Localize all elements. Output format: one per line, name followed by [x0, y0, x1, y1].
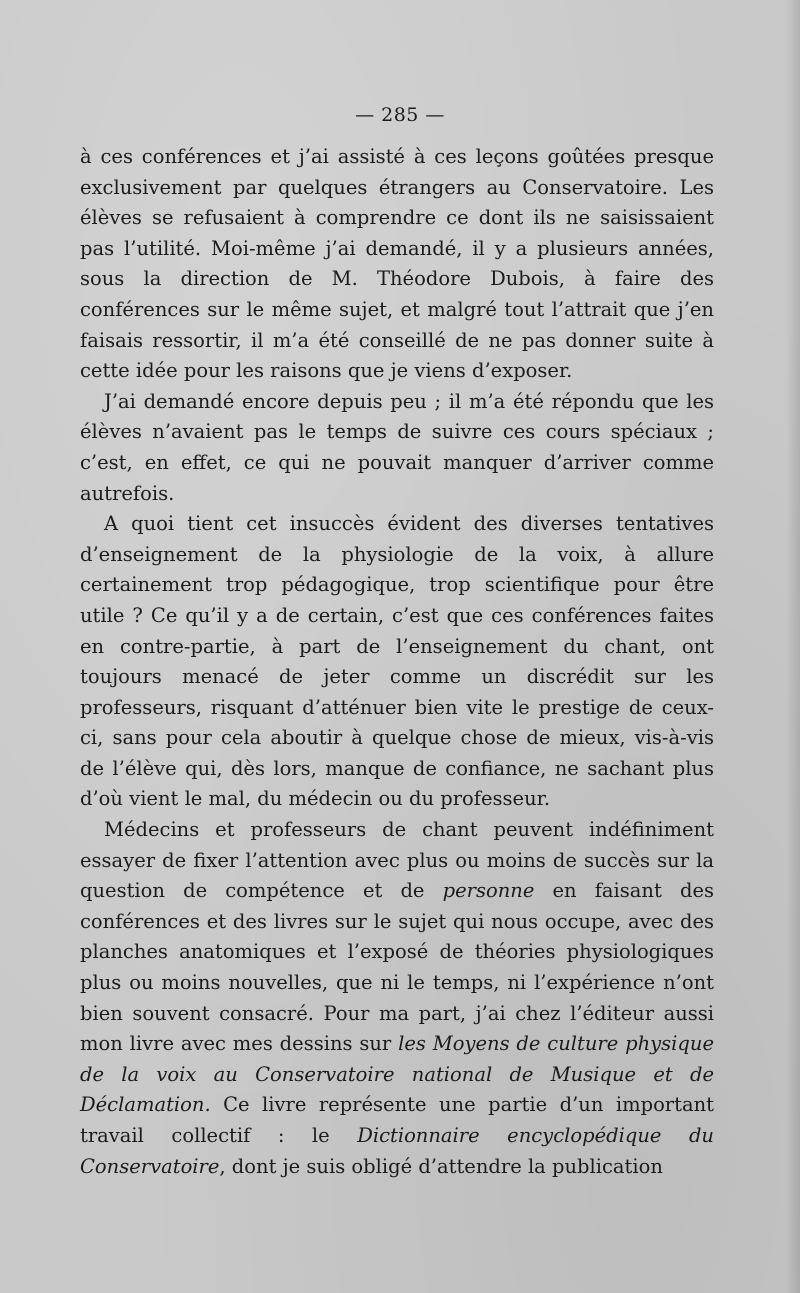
text-segment: Médecins et professeurs de chant peuvent indéfiniment essayer de fixer l’attention avec plus ou moins de succès sur la question de compétence et de: [80, 818, 714, 903]
text-segment: à ces conférences et j’ai assisté à ces leçons goûtées presque exclusivement par quelques étrangers au Conservatoire. Les élèves se refusaient à comprendre ce dont ils ne saisissaient pas l’utilité. Moi-même j’ai demandé, il y a plusieurs années, sous la direction de M. Théodore Dubois, à faire des conférences sur le même sujet, et malgré tout l’attrait que j’en faisais ressortir, il m’a été conseillé de ne pas donner suite à cette idée pour les raisons que je viens d’exposer.: [80, 145, 714, 383]
text-segment: Ce livre représente une partie d’un important travail collectif : le: [80, 1093, 714, 1147]
paragraph: [80, 387, 714, 509]
paragraph: [80, 815, 714, 1182]
italic-text-segment: personne: [442, 879, 535, 903]
text-segment: , dont je suis obligé d’attendre la publication: [219, 1154, 663, 1178]
paragraph: [80, 142, 714, 387]
page-number: — 285 —: [355, 104, 445, 126]
scan-shadow-edge: [786, 0, 800, 1293]
text-segment: en faisant des conférences et des livres sur le sujet qui nous occupe, avec des planches anatomiques et l’exposé de théories physiologiques plus ou moins nouvelles, que ni le temps, ni l’expérience n’ont bien souvent consacré. Pour ma part, j’ai chez l’éditeur aussi mon livre avec mes dessins sur: [80, 879, 714, 1056]
italic-text-segment: Dictionnaire encyclopédique du Conservatoire: [80, 1124, 714, 1178]
italic-text-segment: les Moyens de culture physique de la voix au Conservatoire national de Musique et de Déclamation.: [80, 1032, 714, 1117]
text-segment: J’ai demandé encore depuis peu ; il m’a été répondu que les élèves n’avaient pas le temps de suivre ces cours spéciaux ; c’est, en effet, ce qui ne pouvait manquer d’arriver comme autrefois.: [80, 389, 714, 505]
paragraph: [80, 509, 714, 815]
text-segment: A quoi tient cet insuccès évident des diverses tentatives d’enseignement de la physiologie de la voix, à allure certainement trop pédagogique, trop scientifique pour être utile ? Ce qu’il y a de certain, c’est que ces conférences faites en contre-partie, à part de l’enseignement du chant, ont toujours menacé de jeter comme un discrédit sur les professeurs, risquant d’atténuer bien vite le prestige de ceux-ci, sans pour cela aboutir à quelque chose de mieux, vis-à-vis de l’élève qui, dès lors, manque de confiance, ne sachant plus d’où vient le mal, du médecin ou du professeur.: [80, 512, 714, 811]
body-text: [80, 142, 714, 1182]
